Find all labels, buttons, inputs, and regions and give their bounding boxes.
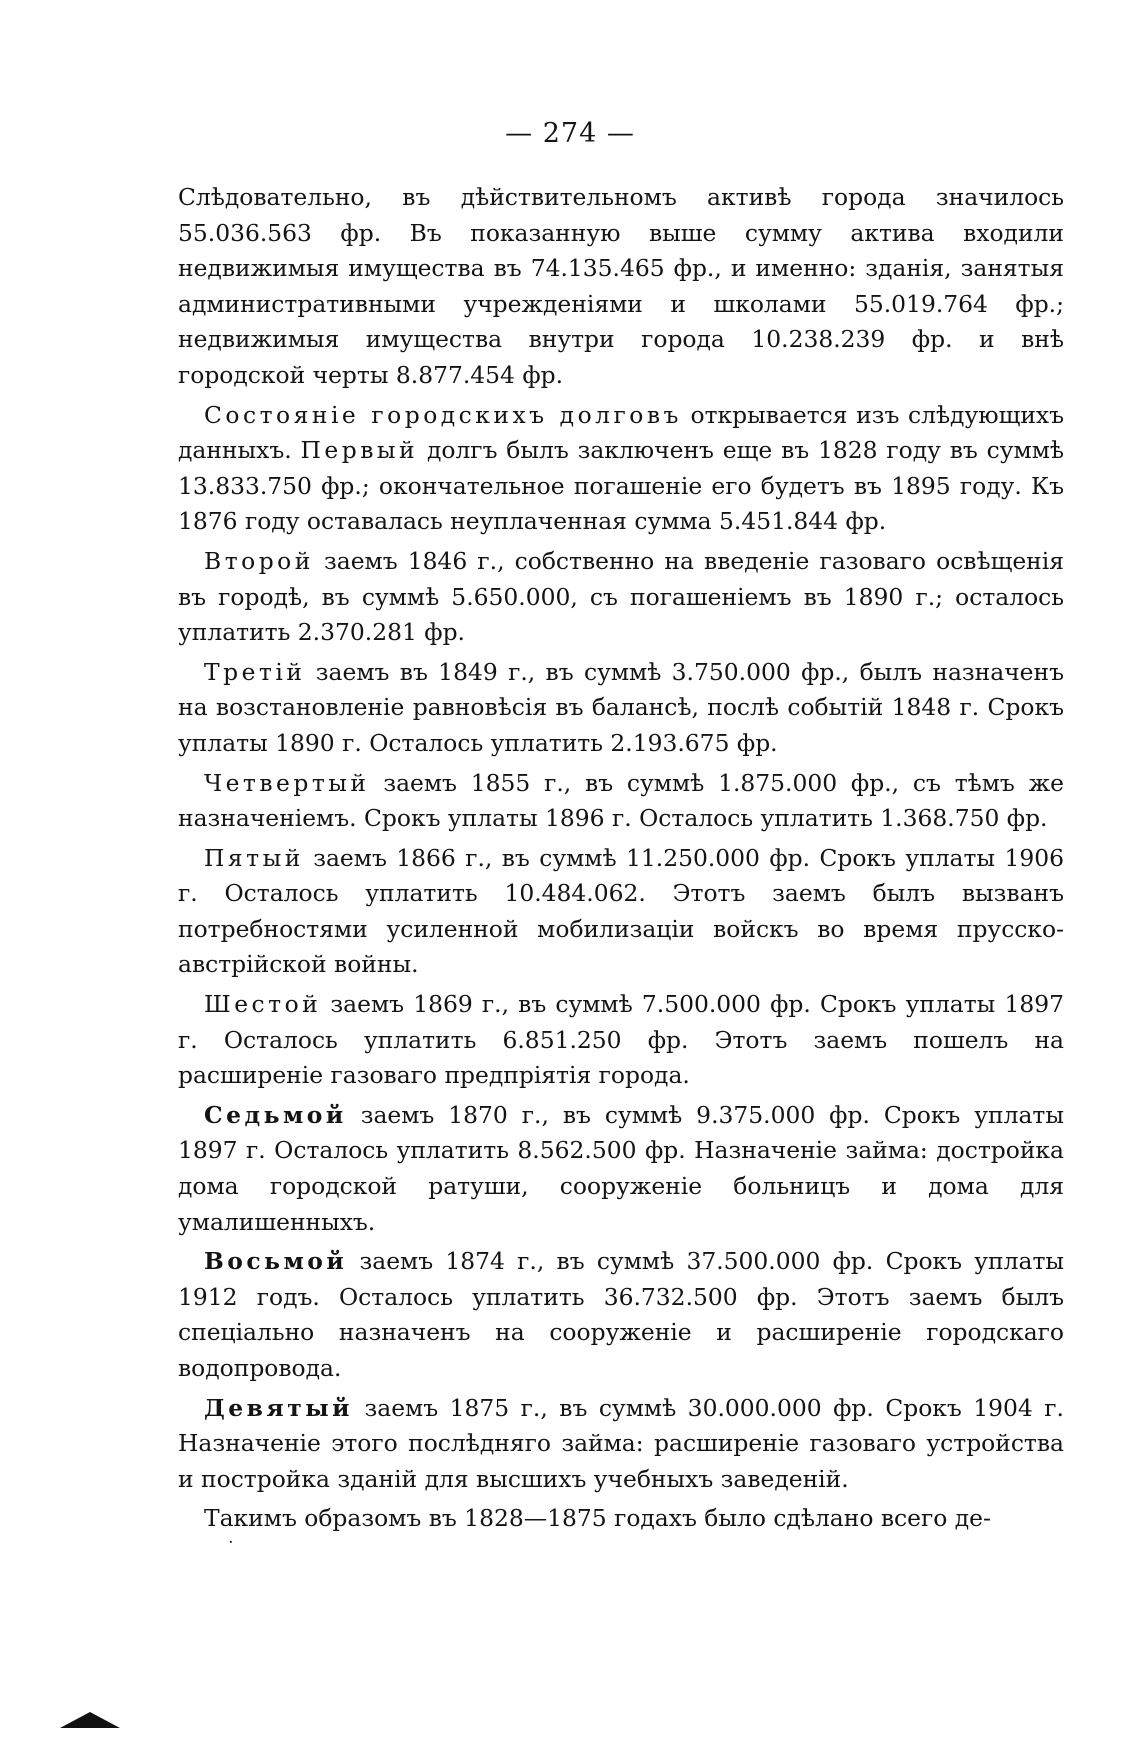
paragraph-text: заемъ въ 1849 г., въ суммѣ 3.750.000 фр., былъ назначенъ на возстановленіе равновѣсія въ балансѣ, послѣ событій 1848 г. Срокъ уплаты 1890 г. Осталось уплатить 2.193.675 фр. (178, 657, 1064, 757)
paragraph-loan-3 (178, 655, 1064, 762)
scan-edge-mark (60, 1712, 120, 1728)
paragraph-text: Слѣдовательно, въ дѣйствительномъ активѣ города значилось 55.036.563 фр. Въ показанную выше сумму актива входили недвижимыя имущества въ 74.135.465 фр., и именно: зданія, занятыя административными учрежденіями и школами 55.019.764 фр.; недвижимыя имущества внутри города 10.238.239 фр. и внѣ городской черты 8.877.454 фр. (178, 183, 1064, 389)
loan-7-heading: Седьмой (204, 1100, 347, 1129)
paragraph-assets (178, 180, 1064, 394)
paragraph-text: заемъ 1846 г., собственно на введеніе газоваго освѣщенія въ городѣ, въ суммѣ 5.650.000, съ погашеніемъ въ 1890 г.; осталось уплатить 2.370.281 фр. (178, 546, 1064, 647)
paragraph-text: открывается изъ слѣдующихъ данныхъ. (178, 400, 1064, 465)
loan-9-heading: Девятый (204, 1393, 354, 1422)
paragraph-loan-9 (178, 1391, 1064, 1498)
paragraph-debts-intro (178, 398, 1064, 540)
paragraph-text: заемъ 1870 г., въ суммѣ 9.375.000 фр. Срокъ уплаты 1897 г. Осталось уплатить 8.562.500 фр. Назначеніе займа: достройка дома городской ратуши, сооруженіе больницъ и дома для умалишенныхъ. (178, 1100, 1064, 1236)
debts-heading: Состояніе городскихъ долговъ (204, 400, 682, 429)
paragraph-loan-2 (178, 544, 1064, 651)
loan-6-heading: Шестой (204, 990, 322, 1019)
loan-2-heading: Второй (204, 546, 314, 575)
paragraph-loan-4 (178, 766, 1064, 837)
paragraph-loan-6 (178, 987, 1064, 1094)
loan-3-heading: Третій (204, 657, 306, 686)
loan-4-heading: Четвертый (204, 768, 370, 797)
page-number: — 274 — (505, 118, 635, 149)
paragraph-summary (178, 1501, 1064, 1537)
loan-5-heading: Пятый (204, 843, 304, 872)
paragraph-loan-5 (178, 841, 1064, 983)
loan-8-heading: Восьмой (204, 1247, 348, 1276)
loan-1-heading: Первый (300, 436, 419, 465)
paragraph-text: заемъ 1869 г., въ суммѣ 7.500.000 фр. Срокъ уплаты 1897 г. Осталось уплатить 6.851.250 фр. Этотъ заемъ пошелъ на расширеніе газоваго предпріятія города. (178, 990, 1064, 1090)
page-body (178, 180, 1064, 1541)
paragraph-text: долгъ былъ заключенъ еще въ 1828 году въ суммѣ 13.833.750 фр.; окончательное погашеніе его будетъ въ 1895 году. Къ 1876 году оставалась неуплаченная сумма 5.451.844 фр. (178, 436, 1064, 536)
paragraph-text: заемъ 1855 г., въ суммѣ 1.875.000 фр., съ тѣмъ же назначеніемъ. Срокъ уплаты 1896 г. Осталось уплатить 1.368.750 фр. (178, 768, 1064, 833)
paragraph-loan-8 (178, 1244, 1064, 1386)
paragraph-text: заемъ 1875 г., въ суммѣ 30.000.000 фр. Срокъ 1904 г. Назначеніе этого послѣдняго займа: расширеніе газоваго устройства и постройка зданій для высшихъ учебныхъ заведеній. (178, 1393, 1064, 1493)
paragraph-text: Такимъ образомъ въ 1828—1875 годахъ было сдѣлано всего де- (204, 1504, 991, 1533)
paragraph-text: заемъ 1866 г., въ суммѣ 11.250.000 фр. Срокъ уплаты 1906 г. Осталось уплатить 10.484.062. Этотъ заемъ былъ вызванъ потребностями усиленной мобилизаціи войскъ во время прусско-австрійской войны. (178, 843, 1064, 979)
scan-speck: · (228, 1532, 234, 1553)
paragraph-text: заемъ 1874 г., въ суммѣ 37.500.000 фр. Срокъ уплаты 1912 годъ. Осталось уплатить 36.732.500 фр. Этотъ заемъ былъ спеціально назначенъ на сооруженіе и расширеніе городскаго водопровода. (178, 1247, 1064, 1382)
paragraph-loan-7 (178, 1098, 1064, 1240)
